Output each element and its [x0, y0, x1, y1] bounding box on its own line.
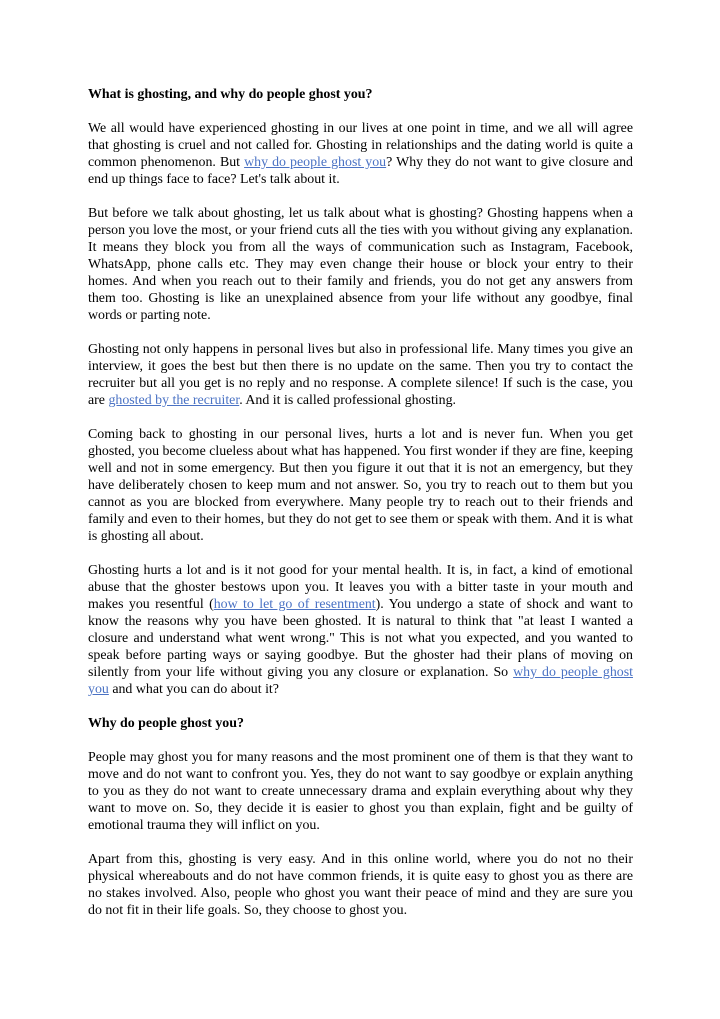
paragraph-text: Ghosting hurts a lot and is it not good for your mental health. It is, in fact, a kind of emotional abuse that the ghoster bestows upon you. It leaves you with a bitter taste in your mouth and makes you resentful (: [88, 563, 633, 612]
paragraph-text: ? Why they do not want to give closure and end up things face to face? Let's talk about it.: [88, 155, 633, 187]
paragraph-text: We all would have experienced ghosting in our lives at one point in time, and we all will agree that ghosting is cruel and not called for. Ghosting in relationships and the dating world is quite a common phenomenon. But: [88, 121, 633, 170]
paragraph-reasons: People may ghost you for many reasons and the most prominent one of them is that they want to move and do not want to confront you. Yes, they do not want to say goodbye or explain anything to you as they do not want to create unnecessary drama and explain everything about why they want to move on. So, they decide it is easier to ghost you than explain, fight and be guilty of emotional trauma they will inflict on you.: [88, 750, 633, 833]
paragraph-easy: Apart from this, ghosting is very easy. And in this online world, where you do not no their physical whereabouts and do not have common friends, it is quite easy to ghost you as there are no stakes involved. Also, people who ghost you want their peace of mind and they are sure you do not fit in their life goals. So, they choose to ghost you.: [88, 852, 633, 918]
article-body: [88, 86, 633, 936]
link-ghosted-by-recruiter[interactable]: ghosted by the recruiter: [108, 393, 240, 408]
paragraph-text: ). You undergo a state of shock and want to know the reasons why you have been ghosted. It is natural to think that "at least I wanted a closure and understand what went wrong." This is not what you expected, and you wanted to speak before parting ways or saying goodbye. But the ghoster had their plans of moving on silently from your life without giving you any closure or explanation. So: [88, 597, 633, 680]
link-why-do-people-ghost-you[interactable]: why do people ghost you: [244, 155, 387, 170]
paragraph-text: . And it is called professional ghosting.: [239, 393, 457, 408]
paragraph-professional: [88, 341, 633, 409]
paragraph-mental-health: [88, 562, 633, 698]
link-let-go-of-resentment[interactable]: how to let go of resentment: [213, 597, 376, 612]
heading-why-people-ghost: Why do people ghost you?: [88, 716, 244, 731]
heading-what-is-ghosting: What is ghosting, and why do people ghost you?: [88, 87, 373, 102]
paragraph-intro: [88, 120, 633, 188]
paragraph-text: Ghosting not only happens in personal lives but also in professional life. Many times you give an interview, it goes the best but then there is no update on the same. Then you try to contact the recruiter but all you get is no reply and no response. A complete silence! If such is the case, you are: [88, 342, 633, 408]
paragraph-personal: Coming back to ghosting in our personal lives, hurts a lot and is never fun. When you get ghosted, you become clueless about what has happened. You first wonder if they are fine, keeping well and not in some emergency. But then you figure it out that it is not an emergency, but they have deliberately chosen to keep mum and not answer. So, you try to reach out to them but you cannot as you are blocked from everywhere. Many people try to reach out to their friends and family and even to their homes, but they do not get to see them or speak with them. And it is what is ghosting all about.: [88, 427, 633, 544]
paragraph-definition: But before we talk about ghosting, let us talk about what is ghosting? Ghosting happens when a person you love the most, or your friend cuts all the ties with you without giving any explanation. It means they block you from all the ways of communication such as Instagram, Facebook, WhatsApp, phone calls etc. They may even change their house or block your entry to their homes. And when you reach out to their family and friends, you do not get any answers from them too. Ghosting is like an unexplained absence from your life without any goodbye, final words or parting note.: [88, 206, 633, 323]
link-why-do-people-ghost-you-2[interactable]: why do people ghost you: [88, 665, 633, 697]
paragraph-text: and what you can do about it?: [108, 682, 279, 697]
